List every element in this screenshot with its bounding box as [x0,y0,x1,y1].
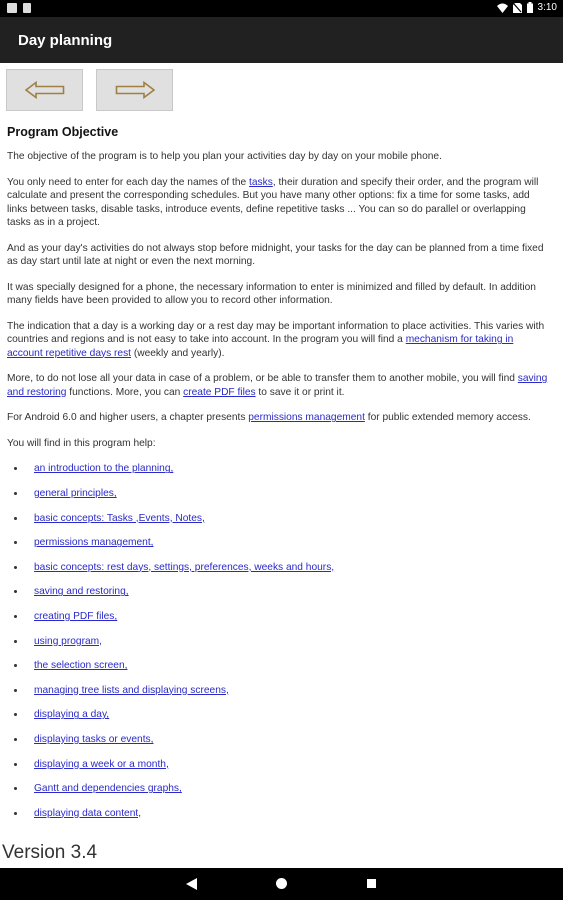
phone-paragraph: It was specially designed for a phone, the necessary information to enter is minimized and filled by default. In addition many fields have been provided to allow you to record other information. [7,281,536,307]
rest-days-link[interactable]: mechanism for taking in account repetitive days rest [7,334,514,359]
list-item [26,585,549,598]
system-navigation-bar [0,868,563,900]
rest-days-paragraph: The indication that a day is a working day or a rest day may be important information to place activities. This varies with countries and regions and is not easy to take into account. In the program you will find a mechanism for taking in account repetitive days rest (weekly and yearly). [7,320,545,359]
help-topic-link[interactable]: general principles, [34,488,117,499]
intro-paragraph: The objective of the program is to help you plan your activities day by day on your mobile phone. [7,151,442,163]
tasks-link[interactable]: tasks [249,177,273,188]
status-bar [0,0,563,17]
list-intro: You will find in this program help: [7,437,156,449]
help-topic-link[interactable]: permissions management, [34,537,154,549]
list-item [26,782,549,795]
tasks-paragraph: You only need to enter for each day the names of the tasks, their duration and specify their order, and the program will calculate and present the corresponding schedules. But you have many other options: fix a time for some tasks, add links between tasks, disable tasks, introduce events, define repetitive tasks ... You can so do parallel or overlapping tasks as in a project. [7,177,539,229]
previous-page-button[interactable] [6,69,83,111]
status-time: 3:10 [537,2,557,13]
help-topic-link[interactable]: displaying a day, [34,709,110,721]
help-topic-link[interactable]: an introduction to the planning, [34,463,174,475]
status-notifications [7,3,31,13]
list-item [26,610,549,623]
help-topic-link[interactable]: displaying data content, [34,807,142,819]
left-arrow-icon [25,81,65,99]
app-bar [0,17,563,63]
permissions-link[interactable]: permissions management [248,412,365,424]
status-indicators [497,2,557,13]
help-topic-link[interactable]: Gantt and dependencies graphs, [34,783,182,795]
list-item [26,659,549,672]
saving-restoring-link[interactable]: saving and restoring [7,373,548,398]
no-sim-icon [513,3,522,13]
help-content [7,126,549,838]
help-topic-link[interactable]: displaying a week or a month, [34,758,169,770]
list-item [26,733,549,746]
list-item [26,684,549,697]
list-item [26,758,549,771]
list-item [26,536,549,549]
photo-notification-icon [7,3,17,13]
create-pdf-link[interactable]: create PDF files [183,386,256,398]
midnight-paragraph: And as your day's activities do not always stop before midnight, your tasks for the day can be planned from a time fixed as day start until late at night or even the next morning. [7,242,544,268]
help-topic-link[interactable]: basic concepts: rest days, settings, preferences, weeks and hours, [34,561,335,573]
list-item [26,635,549,648]
help-topic-link[interactable]: using program, [34,635,102,647]
help-topic-link[interactable]: basic concepts: Tasks ,Events, Notes, [34,512,205,524]
list-item [26,708,549,721]
page-title: Program Objective [7,126,119,139]
home-circle-icon[interactable] [276,878,287,889]
page-navigation [6,69,173,111]
list-item [26,487,549,500]
wifi-icon [497,3,508,13]
help-topic-link[interactable]: the selection screen, [34,660,128,672]
list-item [26,807,549,820]
help-topic-link[interactable]: managing tree lists and displaying screens, [34,684,229,696]
permissions-paragraph: For Android 6.0 and higher users, a chapter presents permissions management for public extended memory access. [7,412,531,424]
next-page-button[interactable] [96,69,173,111]
help-topic-link[interactable]: displaying tasks or events, [34,733,154,745]
list-item [26,512,549,525]
list-item [26,561,549,574]
version-label: Version 3.4 [2,842,98,863]
saving-paragraph: More, to do not lose all your data in case of a problem, or be able to transfer them to another mobile, you will find saving and restoring functions. More, you can create PDF files to save it or print it. [7,373,548,398]
help-topic-link[interactable]: creating PDF files, [34,610,118,622]
help-topic-link[interactable]: saving and restoring, [34,586,129,598]
list-item [26,462,549,475]
battery-icon [527,2,533,13]
right-arrow-icon [115,81,155,99]
help-topics-list [7,462,549,820]
app-title: Day planning [18,31,113,49]
back-triangle-icon[interactable] [186,878,197,890]
file-notification-icon [23,3,31,13]
recents-square-icon[interactable] [367,879,376,888]
